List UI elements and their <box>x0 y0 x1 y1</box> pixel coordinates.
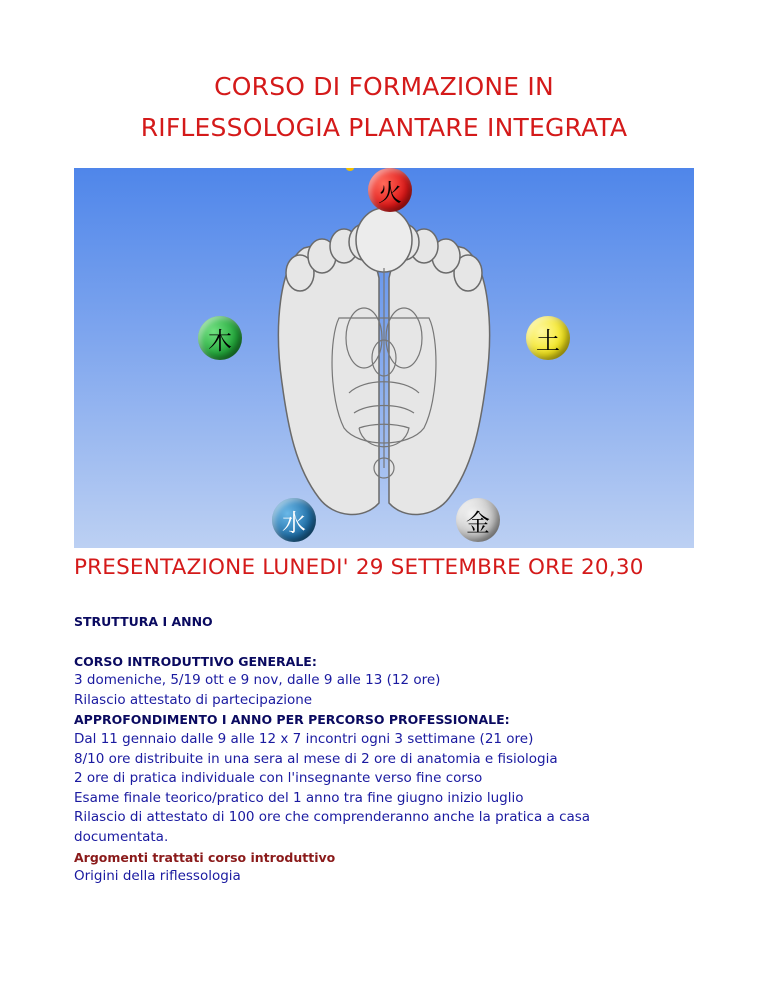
intro-course-line: 3 domeniche, 5/19 ott e 9 nov, dalle 9 alle 13 (12 ore) <box>74 672 441 689</box>
earth-element-icon: 土 <box>526 316 570 360</box>
course-description <box>74 612 714 887</box>
professional-line: Rilascio di attestato di 100 ore che comprenderanno anche la pratica a casa <box>74 809 591 826</box>
intro-course-line: Rilascio attestato di partecipazione <box>74 691 313 708</box>
professional-line: 8/10 ore distribuite in una sera al mese di 2 ore di anatomia e fisiologia <box>74 750 558 767</box>
feet-anatomy-drawing <box>74 168 694 548</box>
topics-line: Origini della riflessologia <box>74 868 241 885</box>
professional-line: Esame finale teorico/pratico del 1 anno tra fine giugno inizio luglio <box>74 789 524 806</box>
professional-line: Dal 11 gennaio dalle 9 alle 12 x 7 incontri ogni 3 settimane (21 ore) <box>74 730 534 747</box>
reflexology-illustration <box>74 168 694 548</box>
metal-element-icon: 金 <box>456 498 500 542</box>
intro-course-heading: CORSO INTRODUTTIVO GENERALE: <box>74 653 317 669</box>
water-element-icon: 水 <box>272 498 316 542</box>
professional-line: documentata. <box>74 828 169 845</box>
topics-heading: Argomenti trattati corso introduttivo <box>74 849 336 865</box>
title-line-2: RIFLESSOLOGIA PLANTARE INTEGRATA <box>140 113 628 142</box>
page-title <box>0 66 768 148</box>
fire-element-icon: 火 <box>368 168 412 212</box>
wood-element-icon: 木 <box>198 316 242 360</box>
professional-line: 2 ore di pratica individuale con l'insegnante verso fine corso <box>74 770 483 787</box>
presentation-date: PRESENTAZIONE LUNEDI' 29 SETTEMBRE ORE 20,30 <box>74 555 644 580</box>
structure-heading: STRUTTURA I ANNO <box>74 614 213 629</box>
professional-heading: APPROFONDIMENTO I ANNO PER PERCORSO PROFESSIONALE: <box>74 712 510 728</box>
title-line-1: CORSO DI FORMAZIONE IN <box>214 72 554 101</box>
